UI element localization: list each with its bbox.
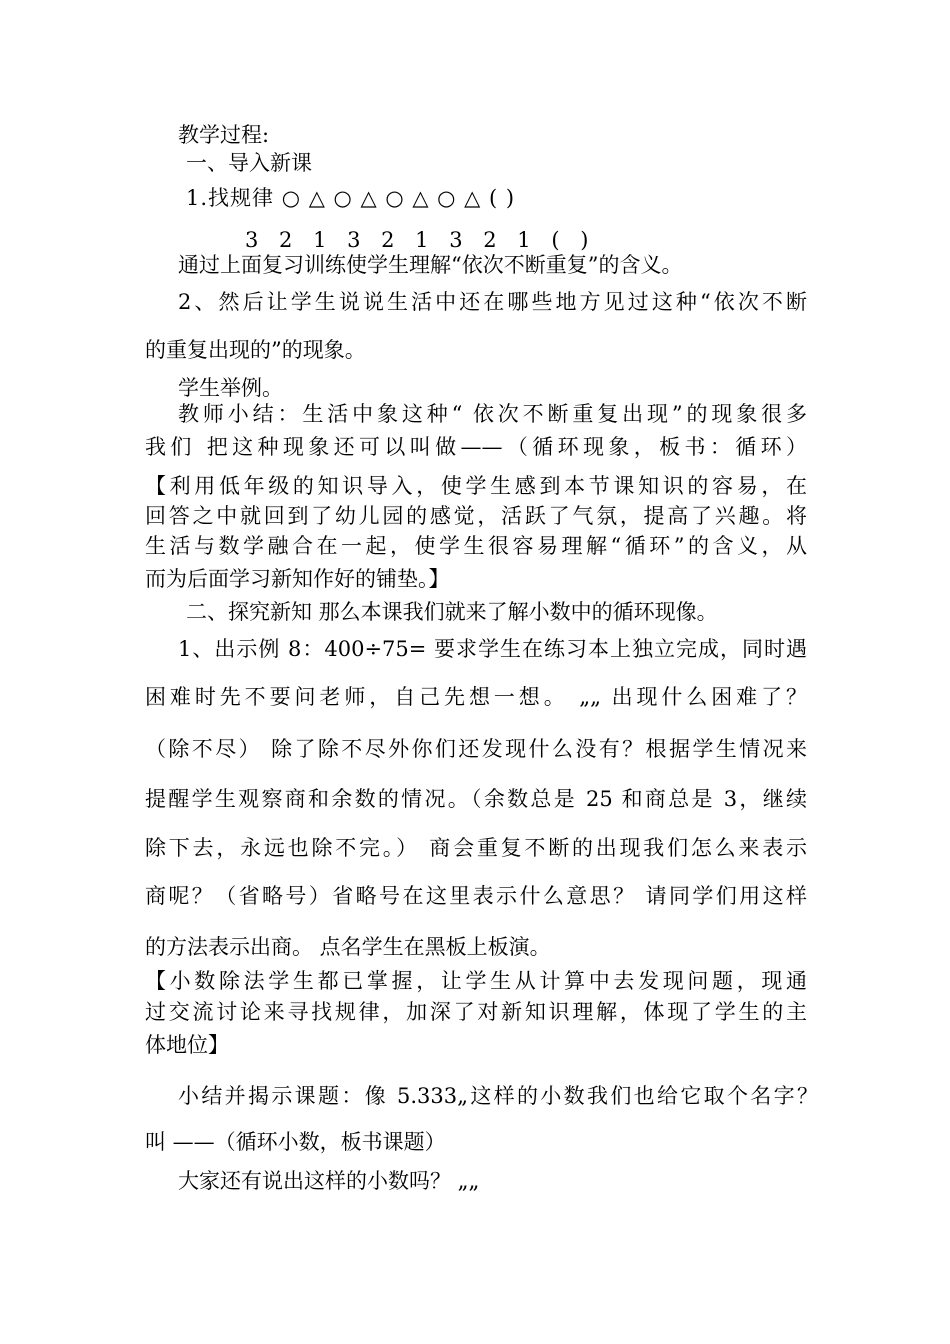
paragraph-line: 教师小结：生活中象这种“ 依次不断重复出现”的现象很多 xyxy=(178,402,807,426)
paragraph-line: 提醒学生观察商和余数的情况。（余数总是 25 和商总是 3，继续 xyxy=(145,787,807,811)
paragraph-line: 通过上面复习训练使学生理解“依次不断重复”的含义。 xyxy=(178,253,683,277)
note-line: 生活与数学融合在一起，使学生很容易理解“循环”的含义，从 xyxy=(145,534,807,558)
note-line: 回答之中就回到了幼儿园的感觉，活跃了气氛，提高了兴趣。将 xyxy=(145,504,807,528)
note-line: 而为后面学习新知作好的铺垫。】 xyxy=(145,567,450,591)
pattern-numbers-line: 3 2 1 3 2 1 3 2 1 ( ) xyxy=(245,228,589,252)
paragraph-line: 小结并揭示课题：像 5.333„这样的小数我们也给它取个名字？ xyxy=(178,1084,818,1108)
heading-explore: 二、探究新知 那么本课我们就来了解小数中的循环现像。 xyxy=(186,600,718,624)
paragraph-line: 的方法表示出商。 点名学生在黑板上板演。 xyxy=(145,935,551,959)
note-line: 【利用低年级的知识导入，使学生感到本节课知识的容易，在 xyxy=(145,474,807,498)
paragraph-line: 我们 把这种现象还可以叫做——（循环现象，板书：循环） xyxy=(145,435,807,459)
paragraph-line: 叫 ——（循环小数，板书课题） xyxy=(145,1130,446,1154)
paragraph-line: 2、然后让学生说说生活中还在哪些地方见过这种“依次不断 xyxy=(178,290,807,314)
note-line: 过交流讨论来寻找规律，加深了对新知识理解，体现了学生的主 xyxy=(145,1000,807,1024)
note-line: 体地位】 xyxy=(145,1033,229,1057)
paragraph-line: （除不尽） 除了除不尽外你们还发现什么没有？根据学生情况来 xyxy=(145,737,807,761)
paragraph-line: 大家还有说出这样的小数吗？ „„ xyxy=(178,1169,480,1193)
section-title-process: 教学过程: xyxy=(178,123,270,147)
paragraph-line: 除下去，永远也除不完。） 商会重复不断的出现我们怎么来表示 xyxy=(145,836,807,860)
paragraph-line: 商呢？（省略号）省略号在这里表示什么意思？ 请同学们用这样 xyxy=(145,884,807,908)
pattern-shapes-line: 1.找规律 ○ △ ○ △ ○ △ ○ △ ( ) xyxy=(186,186,516,210)
paragraph-line: 1、出示例 8：400÷75= 要求学生在练习本上独立完成，同时遇 xyxy=(178,637,807,661)
paragraph-line: 学生举例。 xyxy=(178,376,283,400)
heading-intro: 一、导入新课 xyxy=(186,151,312,175)
paragraph-line: 困难时先不要问老师，自己先想一想。 „„ 出现什么困难了？ xyxy=(145,685,807,709)
paragraph-line: 的重复出现的”的现象。 xyxy=(145,338,366,362)
note-line: 【小数除法学生都已掌握，让学生从计算中去发现问题，现通 xyxy=(145,969,807,993)
